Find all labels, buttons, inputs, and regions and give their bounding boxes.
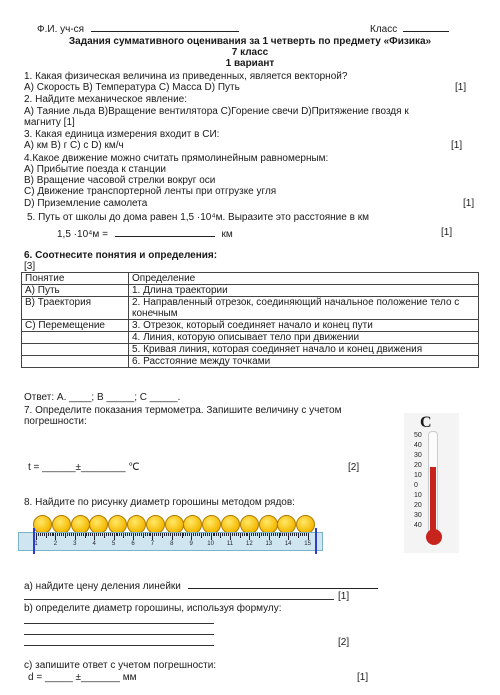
- ruler-minor-tick: [302, 533, 303, 536]
- class-field[interactable]: [370, 22, 449, 35]
- ruler-number: 6: [131, 541, 135, 547]
- ruler-minor-tick: [265, 533, 266, 536]
- ruler-major-tick: [152, 533, 153, 540]
- q5-expression: 1,5 ·10⁴м =: [57, 229, 108, 240]
- ruler-minor-tick: [277, 533, 278, 536]
- ruler-minor-tick: [247, 533, 248, 536]
- table-row: [22, 285, 479, 297]
- ruler-minor-tick: [73, 533, 74, 536]
- thermometer-scale-label: 10: [414, 492, 422, 499]
- ruler-minor-tick: [98, 533, 99, 536]
- ruler-minor-tick: [143, 533, 144, 538]
- q6-points: [3]: [24, 261, 36, 272]
- ruler-minor-tick: [240, 533, 241, 538]
- q8b-answer-line-3[interactable]: [24, 645, 214, 646]
- ruler-minor-tick: [168, 533, 169, 536]
- q4-option-b: B) Вращение часовой стрелки вокруг оси: [24, 175, 216, 186]
- q5-question: 5. Путь от школы до дома равен 1,5 ·10⁴м. Выразите это расстояние в км: [27, 212, 369, 223]
- ruler-minor-tick: [119, 533, 120, 536]
- table-row: [22, 320, 479, 332]
- ruler-minor-tick: [110, 533, 111, 536]
- ruler-minor-tick: [57, 533, 58, 536]
- ruler-minor-tick: [77, 533, 78, 536]
- ruler-minor-tick: [149, 533, 150, 536]
- ruler-minor-tick: [123, 533, 124, 538]
- q4-option-a: A) Прибытие поезда к станции: [24, 164, 166, 175]
- ruler-minor-tick: [160, 533, 161, 536]
- ruler-minor-tick: [158, 533, 159, 536]
- ruler-minor-tick: [102, 533, 103, 536]
- q2-options-line2: магниту [1]: [24, 117, 75, 128]
- ruler-minor-tick: [300, 533, 301, 536]
- ruler-minor-tick: [129, 533, 130, 536]
- definition-cell: 4. Линия, которую описывает тело при движении: [129, 332, 479, 344]
- ruler-minor-tick: [253, 533, 254, 536]
- ruler-minor-tick: [38, 533, 39, 536]
- q8a-answer-line: [188, 579, 378, 589]
- q5-answer-line: [115, 227, 215, 237]
- variant-label: 1 вариант: [225, 58, 275, 69]
- ruler-start-marker: [33, 528, 35, 554]
- ruler-major-tick: [308, 533, 309, 540]
- ruler-major-tick: [249, 533, 250, 540]
- ruler-minor-tick: [135, 533, 136, 536]
- ruler-minor-tick: [127, 533, 128, 536]
- q8c-points: [1]: [357, 672, 369, 683]
- ruler-minor-tick: [220, 533, 221, 538]
- ruler-minor-tick: [156, 533, 157, 536]
- ruler-minor-tick: [203, 533, 204, 536]
- q3-question: 3. Какая единица измерения входит в СИ:: [24, 129, 220, 140]
- ruler-minor-tick: [205, 533, 206, 536]
- ruler-minor-tick: [112, 533, 113, 536]
- ruler-minor-tick: [209, 533, 210, 536]
- q6-question: 6. Соотнесите понятия и определения:: [24, 250, 218, 261]
- table-row: [22, 297, 479, 320]
- thermometer-column: [430, 467, 436, 537]
- ruler-minor-tick: [53, 533, 54, 536]
- q1-options: A) Скорость B) Температура C) Масса D) Путь: [24, 82, 240, 93]
- table-row: [22, 332, 479, 344]
- ruler-minor-tick: [193, 533, 194, 536]
- definition-cell: 2. Направленный отрезок, соединяющий начальное положение тело с конечным: [129, 297, 479, 320]
- ruler-minor-tick: [40, 533, 41, 536]
- thermometer-scale-label: 0: [414, 482, 418, 489]
- ruler-minor-tick: [271, 533, 272, 536]
- thermometer-scale-label: 50: [414, 432, 422, 439]
- q8a-points: [1]: [338, 591, 350, 602]
- thermometer-scale-label: 40: [414, 442, 422, 449]
- ruler-minor-tick: [228, 533, 229, 536]
- ruler-minor-tick: [164, 533, 165, 536]
- student-name-field[interactable]: [37, 22, 239, 35]
- ruler-minor-tick: [176, 533, 177, 536]
- class-line: [403, 22, 449, 32]
- q5-points: [1]: [441, 227, 453, 238]
- concept-cell: [22, 344, 129, 356]
- ruler-minor-tick: [96, 533, 97, 536]
- q2-options-line1: A) Таяние льда B)Вращение вентилятора C)Горение свечи D)Притяжение гвоздя к: [24, 106, 409, 117]
- ruler-minor-tick: [83, 533, 84, 536]
- ruler-minor-tick: [178, 533, 179, 536]
- ruler-minor-tick: [137, 533, 138, 536]
- concept-cell: [22, 356, 129, 368]
- ruler-minor-tick: [86, 533, 87, 536]
- ruler-minor-tick: [59, 533, 60, 536]
- ruler-minor-tick: [65, 533, 66, 538]
- ruler-minor-tick: [116, 533, 117, 536]
- ruler-minor-tick: [197, 533, 198, 536]
- col-definition-header: Определение: [129, 273, 479, 285]
- student-label: Ф.И. уч-ся: [37, 24, 85, 35]
- ruler-minor-tick: [207, 533, 208, 536]
- definition-cell: 6. Расстояние между точками: [129, 356, 479, 368]
- ruler-number: 15: [304, 541, 311, 547]
- ruler-minor-tick: [280, 533, 281, 536]
- ruler-major-tick: [114, 533, 115, 540]
- q5-unit: км: [221, 229, 233, 240]
- ruler-minor-tick: [263, 533, 264, 536]
- ruler-minor-tick: [222, 533, 223, 536]
- q8a-question: а) найдите цену деления линейки: [24, 581, 181, 592]
- concept-cell: C) Перемещение: [22, 320, 129, 332]
- ruler-minor-tick: [244, 533, 245, 536]
- ruler-minor-tick: [183, 533, 184, 536]
- ruler-major-tick: [36, 533, 37, 540]
- ruler-minor-tick: [294, 533, 295, 536]
- q4-points: [1]: [463, 198, 475, 209]
- ruler-minor-tick: [125, 533, 126, 536]
- concept-cell: B) Траектория: [22, 297, 129, 320]
- ruler-minor-tick: [141, 533, 142, 536]
- ruler-minor-tick: [290, 533, 291, 536]
- q8-question: 8. Найдите по рисунку диаметр горошины методом рядов:: [24, 497, 295, 508]
- ruler-minor-tick: [145, 533, 146, 536]
- ruler-minor-tick: [238, 533, 239, 536]
- ruler-major-tick: [94, 533, 95, 540]
- ruler-minor-tick: [304, 533, 305, 536]
- q8a-answer-line-2[interactable]: [24, 599, 334, 600]
- ruler-major-tick: [211, 533, 212, 540]
- q5-answer-field[interactable]: [57, 227, 233, 240]
- ruler-minor-tick: [63, 533, 64, 536]
- ruler-minor-tick: [282, 533, 283, 536]
- ruler-minor-tick: [131, 533, 132, 536]
- matching-table: [21, 272, 479, 368]
- q8a-field[interactable]: [24, 579, 378, 592]
- class-label: Класс: [370, 24, 398, 35]
- ruler-major-tick: [55, 533, 56, 540]
- q4-option-d: D) Приземление самолета: [24, 198, 148, 209]
- ruler-minor-tick: [81, 533, 82, 536]
- concept-cell: A) Путь: [22, 285, 129, 297]
- table-row: [22, 356, 479, 368]
- ruler-minor-tick: [50, 533, 51, 536]
- q8c-question: с) запишите ответ с учетом погрешности:: [24, 660, 217, 671]
- ruler-minor-tick: [267, 533, 268, 536]
- ruler-number: 5: [111, 541, 116, 547]
- ruler-minor-tick: [108, 533, 109, 536]
- ruler-minor-tick: [292, 533, 293, 536]
- ruler-minor-tick: [255, 533, 256, 536]
- ruler-number: 2: [53, 541, 58, 547]
- thermometer-scale-label: 20: [414, 462, 422, 469]
- ruler-minor-tick: [67, 533, 68, 536]
- ruler-minor-tick: [232, 533, 233, 536]
- ruler-minor-tick: [251, 533, 252, 536]
- ruler-minor-tick: [42, 533, 43, 536]
- q7-question-line2: погрешности:: [24, 416, 87, 427]
- ruler-number: 13: [265, 541, 273, 547]
- ruler-minor-tick: [150, 533, 151, 536]
- ruler-minor-tick: [46, 533, 47, 538]
- q4-question: 4.Какое движение можно считать прямолинейным равномерным:: [24, 153, 329, 164]
- ruler-major-tick: [230, 533, 231, 540]
- ruler-minor-tick: [121, 533, 122, 536]
- ruler-minor-tick: [284, 533, 285, 536]
- ruler-minor-tick: [214, 533, 215, 536]
- ruler-number: 14: [284, 541, 292, 547]
- q3-points: [1]: [451, 140, 463, 151]
- ruler-minor-tick: [166, 533, 167, 536]
- ruler-minor-tick: [213, 533, 214, 536]
- ruler-minor-tick: [261, 533, 262, 536]
- q1-question: 1. Какая физическая величина из приведенных, является векторной?: [24, 71, 348, 82]
- ruler-end-marker: [315, 528, 317, 554]
- definition-cell: 3. Отрезок, который соединяет начало и конец пути: [129, 320, 479, 332]
- definition-cell: 1. Длина траектории: [129, 285, 479, 297]
- ruler-number: 11: [226, 541, 234, 547]
- ruler-minor-tick: [195, 533, 196, 536]
- q2-question: 2. Найдите механическое явление:: [24, 94, 187, 105]
- ruler-minor-tick: [180, 533, 181, 536]
- ruler-minor-tick: [246, 533, 247, 536]
- grade-label: 7 класс: [231, 47, 269, 58]
- ruler-minor-tick: [182, 533, 183, 538]
- ruler-minor-tick: [259, 533, 260, 538]
- ruler-minor-tick: [147, 533, 148, 536]
- ruler-number: 3: [73, 541, 77, 547]
- ruler-minor-tick: [199, 533, 200, 536]
- ruler-minor-tick: [106, 533, 107, 536]
- ruler-minor-tick: [100, 533, 101, 536]
- ruler-minor-tick: [189, 533, 190, 536]
- ruler-number: 7: [150, 541, 155, 547]
- ruler-minor-tick: [306, 533, 307, 536]
- ruler-minor-tick: [296, 533, 297, 536]
- ruler-minor-tick: [226, 533, 227, 536]
- ruler-minor-tick: [92, 533, 93, 536]
- ruler-major-tick: [191, 533, 192, 540]
- q6-answer[interactable]: Ответ: A. ____; B _____; C _____.: [24, 392, 181, 403]
- ruler-minor-tick: [174, 533, 175, 536]
- q8b-question: b) определите диаметр горошины, используя формулу:: [24, 603, 282, 614]
- page-title: Задания суммативного оценивания за 1 четверть по предмету «Физика»: [68, 36, 432, 47]
- ruler-minor-tick: [201, 533, 202, 538]
- ruler-minor-tick: [79, 533, 80, 536]
- thermometer-scale-label: 40: [414, 522, 422, 529]
- ruler-minor-tick: [52, 533, 53, 536]
- q8c-answer[interactable]: d = _____ ±_______ мм: [28, 672, 137, 683]
- ruler-minor-tick: [242, 533, 243, 536]
- ruler-minor-tick: [69, 533, 70, 536]
- ruler-minor-tick: [154, 533, 155, 536]
- ruler-number: 8: [170, 541, 174, 547]
- ruler-number: 1: [34, 541, 38, 547]
- ruler-minor-tick: [257, 533, 258, 536]
- ruler-minor-tick: [162, 533, 163, 538]
- ruler-minor-tick: [279, 533, 280, 538]
- thermometer-scale-label: 30: [414, 452, 422, 459]
- ruler-minor-tick: [139, 533, 140, 536]
- concept-cell: [22, 332, 129, 344]
- thermometer-bulb: [426, 529, 442, 545]
- ruler-minor-tick: [273, 533, 274, 536]
- q1-points: [1]: [455, 82, 467, 93]
- thermometer-scale-label: 10: [414, 472, 422, 479]
- student-name-line: [91, 22, 239, 32]
- q8b-points: [2]: [338, 637, 350, 648]
- ruler-minor-tick: [286, 533, 287, 536]
- ruler-minor-tick: [234, 533, 235, 536]
- ruler-number: 12: [246, 541, 253, 547]
- celsius-symbol: C: [420, 414, 432, 431]
- ruler-minor-tick: [236, 533, 237, 536]
- table-header-row: [22, 273, 479, 285]
- ruler-major-tick: [172, 533, 173, 540]
- definition-cell: 5. Кривая линия, которая соединяет начало и конец движения: [129, 344, 479, 356]
- ruler-minor-tick: [85, 533, 86, 538]
- ruler-major-tick: [288, 533, 289, 540]
- ruler-number: 4: [92, 541, 96, 547]
- ruler-minor-tick: [104, 533, 105, 538]
- ruler-minor-tick: [224, 533, 225, 536]
- thermometer-scale-label: 30: [414, 512, 422, 519]
- ruler-minor-tick: [71, 533, 72, 536]
- ruler-minor-tick: [298, 533, 299, 538]
- ruler-minor-tick: [48, 533, 49, 536]
- ruler-minor-tick: [117, 533, 118, 536]
- ruler-minor-tick: [170, 533, 171, 536]
- ruler-minor-tick: [44, 533, 45, 536]
- ruler-minor-tick: [90, 533, 91, 536]
- ruler-minor-tick: [275, 533, 276, 536]
- ruler-major-tick: [269, 533, 270, 540]
- ruler-minor-tick: [187, 533, 188, 536]
- q8b-answer-line-1[interactable]: [24, 623, 214, 624]
- q7-question-line1: 7. Определите показания термометра. Запишите величину с учетом: [24, 405, 342, 416]
- ruler-minor-tick: [61, 533, 62, 536]
- q3-options: A) км B) г C) с D) км/ч: [24, 140, 124, 151]
- q7-answer[interactable]: t = ______±________ ℃: [28, 462, 140, 473]
- ruler-number: 10: [207, 541, 214, 547]
- q7-points: [2]: [348, 462, 360, 473]
- ruler-minor-tick: [218, 533, 219, 536]
- col-concept-header: Понятие: [22, 273, 129, 285]
- q8b-answer-line-2[interactable]: [24, 634, 214, 635]
- ruler-major-tick: [75, 533, 76, 540]
- table-row: [22, 344, 479, 356]
- ruler-minor-tick: [185, 533, 186, 536]
- thermometer-scale-label: 20: [414, 502, 422, 509]
- q4-option-c: C) Движение транспортерной ленты при отгрузке угля: [24, 186, 277, 197]
- ruler-number: 9: [189, 541, 193, 547]
- ruler-minor-tick: [88, 533, 89, 536]
- ruler-minor-tick: [216, 533, 217, 536]
- ruler-major-tick: [133, 533, 134, 540]
